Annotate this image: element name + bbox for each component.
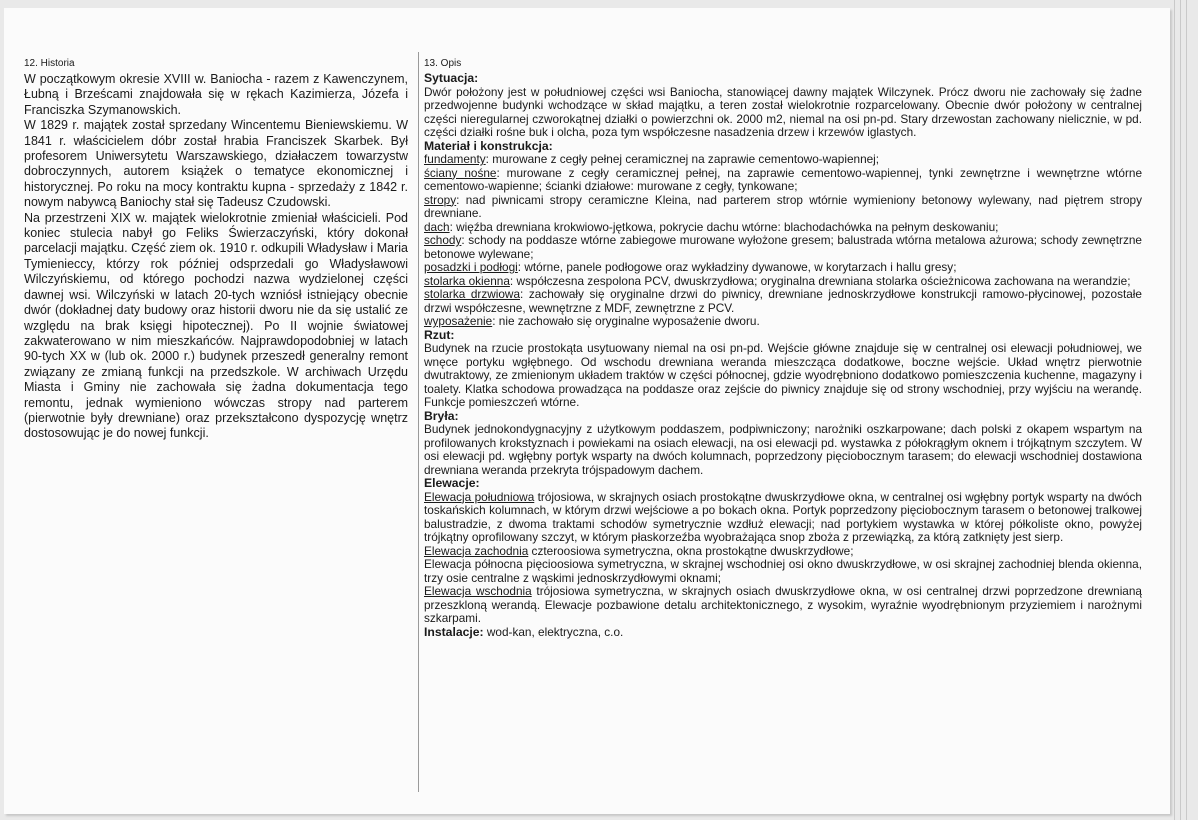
history-paragraph-3: Na przestrzeni XIX w. majątek wielokrotnie zmieniał właścicieli. Pod koniec stulecia nabył go Feliks Świerzaczyński, który dokonał parcelacji majątku. Część ziem ok. 1910 r. odkupili Władysław i Maria Tymienieccy, którzy rok później odsprzedali go Władysławowi Wilczyńskiemu, od którego pochodzi nazwa wydzielonej części dawnej wsi. Wilczyński w latach 20-tych wzniósł istniejący obecnie dwór (dokładnej daty budowy oraz historii dworu nie da się ustalić ze względu na brak księgi hipotecznej). Po II wojnie światowej zakwaterowano w nim mieszkańców. Najprawdopodobniej w latach 90-tych XX w (lub ok. 2000 r.) budynek przeszedł generalny remont związany ze zmianą funkcji na przedszkole. W archiwach Urzędu Miasta i Gminy nie zachowała się żadna dokumentacja tego remontu, jednak wymieniono wówczas stropy nad parterem (pierwotnie były drewniane) oraz przekształcono dyspozycję wnętrz dostosowując je do nowej funkcji. [24, 210, 408, 441]
column-divider [418, 52, 419, 792]
elewacje-heading: Elewacje: [424, 476, 480, 490]
material-item: posadzki i podłogi: wtórne, panele podłogowe oraz wykładziny dywanowe, w korytarzach i hallu gresy; [424, 260, 957, 274]
instalacje-line [424, 626, 1142, 640]
bryla-text: Budynek jednokondygnacyjny z użytkowym poddaszem, podpiwniczony; narożniki oszkarpowane; dach polski z okapem wspartym na profilowanych krokstyznach i powiekami na osiach elewacji, na osi elewacji pd. wystawka z półokrągłym oknem i trójkątnym szczytem. W osi elewacji pd. wgłębny portyk wsparty na dwóch kolumnach, poprzedzony pięciobocznym tarasem; do elewacji wschodniej dostawiona drewniana weranda przekryta trójspadowym dachem. [424, 422, 1142, 477]
bryla-heading: Bryła: [424, 408, 459, 423]
history-paragraph-1: W początkowym okresie XVIII w. Baniocha - razem z Kawenczynem, Łubną i Brześcami znajdowała się w rękach Kazimierza, Józefa i Franciszka Szymanowskich. [24, 72, 408, 117]
history-title: 12. Historia [24, 58, 75, 69]
material-item: ściany nośne: murowane z cegły ceramicznej pełnej, na zaprawie cementowo-wapiennej, tynki zewnętrzne i wewnętrzne wtórne cementowo-wapienne; ścianki działowe: murowane z cegły, tynkowane; [424, 165, 1142, 193]
document-page [4, 8, 1170, 814]
rzut-text: Budynek na rzucie prostokąta usytuowany niemal na osi pn-pd. Wejście główne znajduje się w centralnej osi elewacji południowej, we wnęce portyku wgłębnego. Od wschodu drewniana weranda mieszcząca dodatkowe, boczne wejście. Układ wnętrz pierwotnie dwutraktowy, ze zmienionym układem traktów w części północnej, gdzie wyodrębniono dodatkowo pomieszczenia kuchenne, magazyny i toalety. Klatka schodowa prowadząca na poddasze oraz zejście do piwnicy znajduje się od strony wschodniej, przy wyjściu na werandę. Funkcje pomieszczeń wtórne. [424, 341, 1142, 409]
elevation-item: Elewacja zachodnia czteroosiowa symetryczna, okna prostokątne dwuskrzydłowe; [424, 543, 854, 558]
material-heading: Materiał i konstrukcja: [424, 138, 553, 153]
history-column [24, 57, 408, 442]
elevation-item: Elewacja południowa trójosiowa, w skrajnych osiach prostokątne dwuskrzydłowe okna, w centralnej osi wgłębny portyk wsparty na dwóch toskańskich kolumnach, w którym drzwi wejściowe a po bokach okna. Portyk poprzedzony pięciobocznym tarasem o betonowej tralkowej balustradzie, z dwoma traktami schodów symetrycznie wzdłuż elewacji; nad portykiem wystawka w której półkoliste okno, powyżej trójkątny oprofilowany szczyt, w którym płaskorzeźba wyobrażająca snop zboża z przewiązką, za którą zatknięty jest sierp. [424, 489, 1142, 544]
material-item: stropy: nad piwnicami stropy ceramiczne Kleina, nad parterem strop wtórnie wymieniony betonowy wylewany, nad piętrem stropy drewniane. [424, 192, 1142, 220]
material-item: dach: więźba drewniana krokwiowo-jętkowa, pokrycie dachu wtórne: blachodachówka na pełnym deskowaniu; [424, 219, 999, 234]
material-item: fundamenty: murowane z cegły pełnej ceramicznej na zaprawie cementowo-wapiennej; [424, 152, 880, 166]
description-title: 13. Opis [424, 58, 462, 69]
material-item: schody: schody na poddasze wtórne zabiegowe murowane wyłożone gresem; balustrada wtórna metalowa ażurowa; schody zewnętrzne betonowe wylewane; [424, 233, 1142, 261]
history-paragraph-2: W 1829 r. majątek został sprzedany Wincentemu Bieniewskiemu. W 1841 r. właścicielem dóbr został hrabia Franciszek Skarbek. Był profesorem Uniwersytetu Warszawskiego, działaczem towarzystw dobroczynnych, autorem książek o tematyce ekonomicznej i historycznej. Po roku na mocy kontraktu kupna - sprzedaży z 1842 r. nowym nabywcą Baniochy stał się Tadeusz Czudowski. [24, 118, 408, 210]
page-edge-right-3 [1186, 0, 1187, 820]
elevation-item: Elewacja wschodnia trójosiowa symetryczna, w skrajnych osiach dwuskrzydłowe okna, w osi centralnej drzwi poprzedzone drewnianą przeszkloną werandą. Elewacje pozbawione detalu architektonicznego, z wysokim, wyraźnie wyodrębnionym przyziemiem i narożnymi szkarpami. [424, 584, 1142, 625]
instalacje-text: wod-kan, elektryczna, c.o. [483, 624, 624, 639]
rzut-heading: Rzut: [424, 327, 455, 342]
instalacje-heading: Instalacje: [424, 624, 484, 639]
elewacje-list [424, 491, 1142, 626]
sytuacja-text: Dwór położony jest w południowej części wsi Baniocha, stanowiącej dawny majątek Wilczynek. Prócz dworu nie zachowały się żadne przedwojenne budynki wchodzące w skład majątku, a teren został wielokrotnie rozparcelowany. Obecnie dwór położony w centralnej części nieregularnej czworokątnej działki o powierzchni ok. 2000 m2, niemal na osi pn-pd. Stary drzewostan zachowany nielicznie, w pd. części działki rośne buk i olcha, poza tym współczesne nasadzenia drzew i krzewów iglastych. [424, 84, 1142, 139]
page-edge-right-1 [1174, 0, 1175, 820]
material-item: stolarka drzwiowa: zachowały się oryginalne drzwi do piwnicy, drewniane jednoskrzydłowe konstrukcji ramowo-płycinowej, pozostałe drzwi współczesne, wewnętrzne z MDF, zewnętrzne z PCV. [424, 287, 1142, 315]
elevation-item: Elewacja północna pięcioosiowa symetryczna, w skrajnej wschodniej osi okno dwuskrzydłowe, w osi skrajnej zachodniej blenda okienna, trzy osie centralne z wąskimi jednoskrzydłowymi oknami; [424, 557, 1142, 585]
material-item: stolarka okienna: współczesna zespolona PCV, dwuskrzydłowa; oryginalna drewniana stolarka ościeżnicowa zachowana na werandzie; [424, 273, 1131, 288]
material-item: wyposażenie: nie zachowało się oryginalne wyposażenie dworu. [424, 314, 760, 328]
material-list [424, 153, 1142, 329]
description-column [424, 57, 1142, 639]
sytuacja-heading: Sytuacja: [424, 71, 479, 85]
page-edge-right-2 [1180, 0, 1181, 820]
